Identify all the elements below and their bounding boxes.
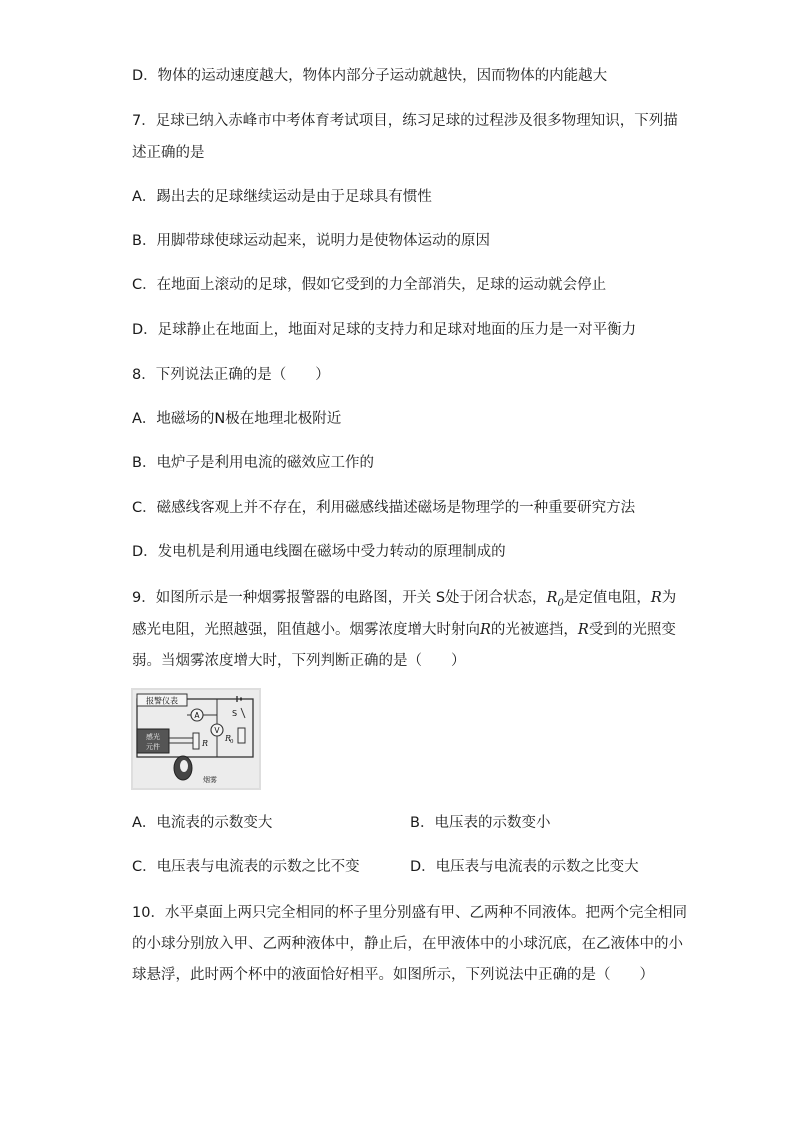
q9-stem-line2 [132, 620, 676, 640]
q7-option-a: A．踢出去的足球继续运动是由于足球具有惯性 [132, 189, 432, 205]
q9-stem-line1 [132, 588, 676, 614]
q10-stem-line2: 的小球分别放入甲、乙两种液体中，静止后，在甲液体中的小球沉底，在乙液体中的小 [132, 936, 683, 952]
svg-text:V: V [214, 726, 220, 735]
q9-option-b: B．电压表的示数变小 [410, 815, 551, 831]
svg-text:R: R [225, 734, 232, 743]
q9-option-d: D．电压表与电流表的示数之比变大 [410, 859, 639, 875]
q10-stem-line3: 球悬浮，此时两个杯中的液面恰好相平。如图所示，下列说法中正确的是（ ） [132, 967, 654, 983]
q7-option-c: C．在地面上滚动的足球，假如它受到的力全部消失，足球的运动就会停止 [132, 277, 607, 293]
svg-text:元件: 元件 [146, 743, 160, 751]
q8-option-d: D．发电机是利用通电线圈在磁场中受力转动的原理制成的 [132, 544, 506, 560]
q8-option-b: B．电炉子是利用电流的磁效应工作的 [132, 455, 374, 471]
q7-option-d: D．足球静止在地面上，地面对足球的支持力和足球对地面的压力是一对平衡力 [132, 322, 637, 338]
alarm-meter-label: 报警仪表 [146, 696, 178, 706]
q7-option-b: B．用脚带球使球运动起来，说明力是使物体运动的原因 [132, 233, 490, 249]
smoke-label: 烟雾 [203, 776, 217, 784]
q9-stem-text: 是定值电阻， [563, 590, 651, 606]
svg-text:0: 0 [230, 739, 234, 745]
q9-option-c: C．电压表与电流表的示数之比不变 [132, 859, 360, 875]
r-symbol: R [577, 622, 589, 638]
r-symbol: R [480, 622, 491, 638]
q8-stem: 8．下列说法正确的是（ ） [132, 367, 330, 383]
q7-stem-line1: 7．足球已纳入赤峰市中考体育考试项目，练习足球的过程涉及很多物理知识，下列描 [132, 113, 678, 129]
r0-symbol: $R_0$ [546, 590, 564, 609]
q9-stem-text: 受到的光照变 [588, 622, 676, 638]
smoke-alarm-circuit-figure [131, 688, 261, 790]
r-symbol: R [650, 590, 662, 606]
q8-option-c: C．磁感线客观上并不存在，利用磁感线描述磁场是物理学的一种重要研究方法 [132, 500, 636, 516]
q9-stem-text: 为 [661, 590, 677, 606]
q9-stem-line3: 弱。当烟雾浓度增大时，下列判断正确的是（ ） [132, 653, 466, 669]
q7-stem-line2: 述正确的是 [132, 145, 205, 161]
switch-label: S [232, 709, 238, 718]
svg-text:R: R [202, 739, 209, 748]
q9-stem-text: 9．如图所示是一种烟雾报警器的电路图，开关 S处于闭合状态， [132, 590, 547, 606]
r0-resistor-icon [238, 728, 245, 743]
q6-option-d: D．物体的运动速度越大，物体内部分子运动就越快，因而物体的内能越大 [132, 68, 608, 84]
q8-option-a: A．地磁场的N极在地理北极附近 [132, 411, 342, 427]
svg-text:A: A [194, 711, 200, 720]
q9-stem-text: 感光电阻，光照越强，阻值越小。烟雾浓度增大时射向 [132, 622, 480, 638]
q9-stem-text: 的光被遮挡， [490, 622, 578, 638]
svg-text:感光: 感光 [146, 733, 160, 741]
q10-stem-line1: 10．水平桌面上两只完全相同的杯子里分别盛有甲、乙两种不同液体。把两个完全相同 [132, 905, 687, 921]
photoresistor-icon [193, 733, 199, 749]
q9-option-a: A．电流表的示数变大 [132, 815, 273, 831]
